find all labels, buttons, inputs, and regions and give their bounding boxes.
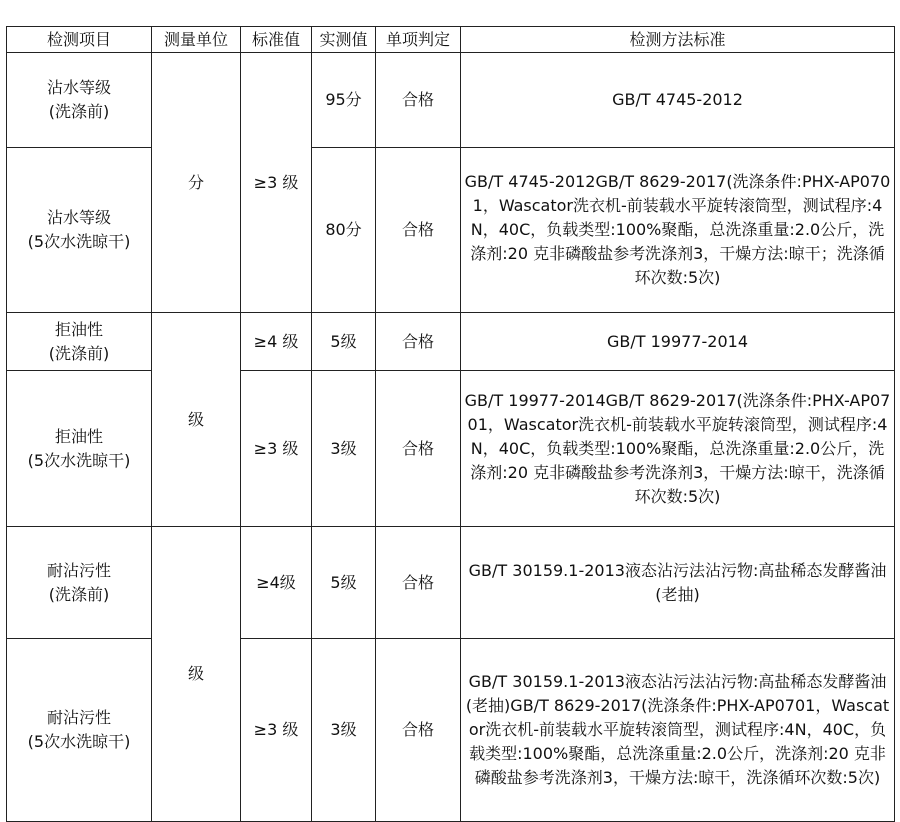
test-item-cell: [7, 639, 152, 822]
test-method-cell: GB/T 30159.1-2013液态沾污法沾污物:高盐稀态发酵酱油(老抽)GB/T 8629-2017(洗涤条件:PHX-AP0701，Wascator洗衣机-前装载水平旋转滚筒型，测试程序:4N，40C，负载类型:100%聚酯，总洗涤重量:2.0公斤，洗涤剂:20 克非磷酸盐参考洗涤剂3，干燥方法:晾干，洗涤循环次数:5次): [461, 639, 895, 822]
test-item-condition: (洗涤前): [48, 584, 110, 604]
measured-value-cell: 80分: [312, 148, 376, 313]
header-test-method: 检测方法标准: [461, 27, 895, 53]
table-row: [7, 639, 895, 822]
unit-cell: 分: [152, 53, 241, 313]
measured-value-cell: 3级: [312, 371, 376, 527]
measured-value-cell: 5级: [312, 527, 376, 639]
test-item-condition: (洗涤前): [48, 102, 110, 121]
judgement-cell: 合格: [376, 53, 461, 148]
test-method-cell: GB/T 30159.1-2013液态沾污法沾污物:高盐稀态发酵酱油(老抽): [461, 527, 895, 639]
test-item-cell: [7, 527, 152, 639]
test-item-name: 拒油性: [54, 319, 103, 339]
test-results-table: [6, 26, 895, 822]
table-row: [7, 371, 895, 527]
table-row: [7, 527, 895, 639]
header-row: [7, 27, 895, 53]
test-item-cell: [7, 148, 152, 313]
header-test-item: 检测项目: [7, 27, 152, 53]
standard-value-cell: ≥4 级: [241, 313, 312, 371]
standard-value-cell: ≥3 级: [241, 639, 312, 822]
header-judgement: 单项判定: [376, 27, 461, 53]
test-method-cell: GB/T 19977-2014: [461, 313, 895, 371]
judgement-cell: 合格: [376, 639, 461, 822]
unit-cell: 级: [152, 527, 241, 822]
unit-cell: 级: [152, 313, 241, 527]
standard-value-cell: ≥4级: [241, 527, 312, 639]
test-item-condition: (5次水洗晾干): [27, 732, 131, 751]
test-item-cell: [7, 53, 152, 148]
test-item-cell: [7, 371, 152, 527]
header-standard-value: 标准值: [241, 27, 312, 53]
measured-value-cell: 3级: [312, 639, 376, 822]
judgement-cell: 合格: [376, 371, 461, 527]
test-item-condition: (5次水洗晾干): [27, 232, 131, 251]
test-item-name: 拒油性: [54, 426, 103, 446]
test-item-name: 沾水等级: [46, 208, 111, 227]
judgement-cell: 合格: [376, 527, 461, 639]
table-row: [7, 53, 895, 148]
test-item-name: 沾水等级: [46, 78, 111, 97]
test-item-name: 耐沾污性: [46, 560, 111, 580]
measured-value-cell: 95分: [312, 53, 376, 148]
table-row: [7, 313, 895, 371]
test-item-condition: (洗涤前): [48, 343, 110, 363]
test-method-cell: GB/T 4745-2012GB/T 8629-2017(洗涤条件:PHX-AP0701，Wascator洗衣机-前装载水平旋转滚筒型，测试程序:4N，40C，负载类型:100%聚酯，总洗涤重量:2.0公斤，洗涤剂:20 克非磷酸盐参考洗涤剂3，干燥方法:晾干；洗涤循环次数:5次): [461, 148, 895, 313]
judgement-cell: 合格: [376, 148, 461, 313]
measured-value-cell: 5级: [312, 313, 376, 371]
judgement-cell: 合格: [376, 313, 461, 371]
test-item-name: 耐沾污性: [46, 708, 111, 727]
test-method-cell: GB/T 4745-2012: [461, 53, 895, 148]
test-method-cell: GB/T 19977-2014GB/T 8629-2017(洗涤条件:PHX-AP0701，Wascator洗衣机-前装载水平旋转滚筒型，测试程序:4N，40C，负载类型:100%聚酯，总洗涤重量:2.0公斤，洗涤剂:20 克非磷酸盐参考洗涤剂3，干燥方法:晾干，洗涤循环次数:5次): [461, 371, 895, 527]
header-measured-value: 实测值: [312, 27, 376, 53]
standard-value-cell: ≥3 级: [241, 371, 312, 527]
table-row: [7, 148, 895, 313]
header-unit: 测量单位: [152, 27, 241, 53]
test-item-cell: [7, 313, 152, 371]
standard-value-cell: ≥3 级: [241, 53, 312, 313]
test-item-condition: (5次水洗晾干): [27, 450, 131, 470]
